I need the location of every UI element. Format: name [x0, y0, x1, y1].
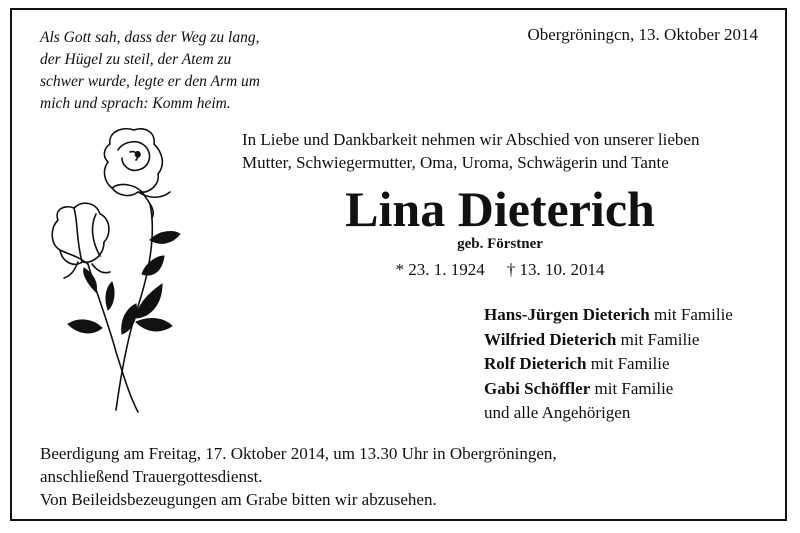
mourner-suffix: mit Familie: [590, 378, 674, 398]
life-dates: [242, 260, 758, 280]
place-date: Obergröningcn, 13. Oktober 2014: [527, 25, 758, 44]
mourner-name: Gabi Schöffler: [484, 378, 591, 398]
deceased-name: Lina Dieterich: [345, 181, 655, 237]
funeral-info: [40, 442, 557, 511]
poem-line: mich und sprach: Komm heim.: [40, 95, 231, 112]
poem-line: der Hügel zu steil, der Atem zu: [40, 51, 232, 68]
mourner-suffix: mit Familie: [586, 354, 670, 373]
mourner-entry: [484, 303, 733, 328]
mourner-suffix: mit Familie: [649, 305, 733, 324]
poem-line: Als Gott sah, dass der Weg zu lang,: [40, 29, 260, 46]
maiden-name: geb. Förstner: [457, 236, 543, 252]
mourner-entry: [484, 377, 733, 402]
intro-text: [242, 128, 699, 174]
mourner-name: Rolf Dieterich: [484, 354, 587, 373]
death-date: † 13. 10. 2014: [506, 260, 605, 279]
poem: [40, 27, 310, 115]
poem-line: schwer wurde, legte er den Arm um: [40, 73, 260, 90]
mourner-suffix: mit Familie: [616, 329, 700, 349]
mourner-entry: [484, 352, 733, 377]
funeral-line: anschließend Trauergottesdienst.: [40, 467, 263, 486]
birth-date: * 23. 1. 1924: [395, 260, 485, 279]
funeral-line: Von Beileidsbezeugungen am Grabe bitten wir abzusehen.: [40, 490, 437, 509]
mourner-entry: [484, 328, 733, 353]
mourners-list: [484, 303, 733, 426]
intro-line: Mutter, Schwiegermutter, Oma, Uroma, Schwägerin und Tante: [242, 153, 669, 172]
funeral-line: Beerdigung am Freitag, 17. Oktober 2014, um 13.30 Uhr in Obergröningen,: [40, 444, 557, 463]
mourner-name: Wilfried Dieterich: [484, 329, 617, 349]
mourner-name: Hans-Jürgen Dieterich: [484, 305, 650, 324]
rose-illustration: [38, 122, 188, 417]
mourners-closing: und alle Angehörigen: [484, 403, 631, 422]
intro-line: In Liebe und Dankbarkeit nehmen wir Abschied von unserer lieben: [242, 130, 700, 149]
